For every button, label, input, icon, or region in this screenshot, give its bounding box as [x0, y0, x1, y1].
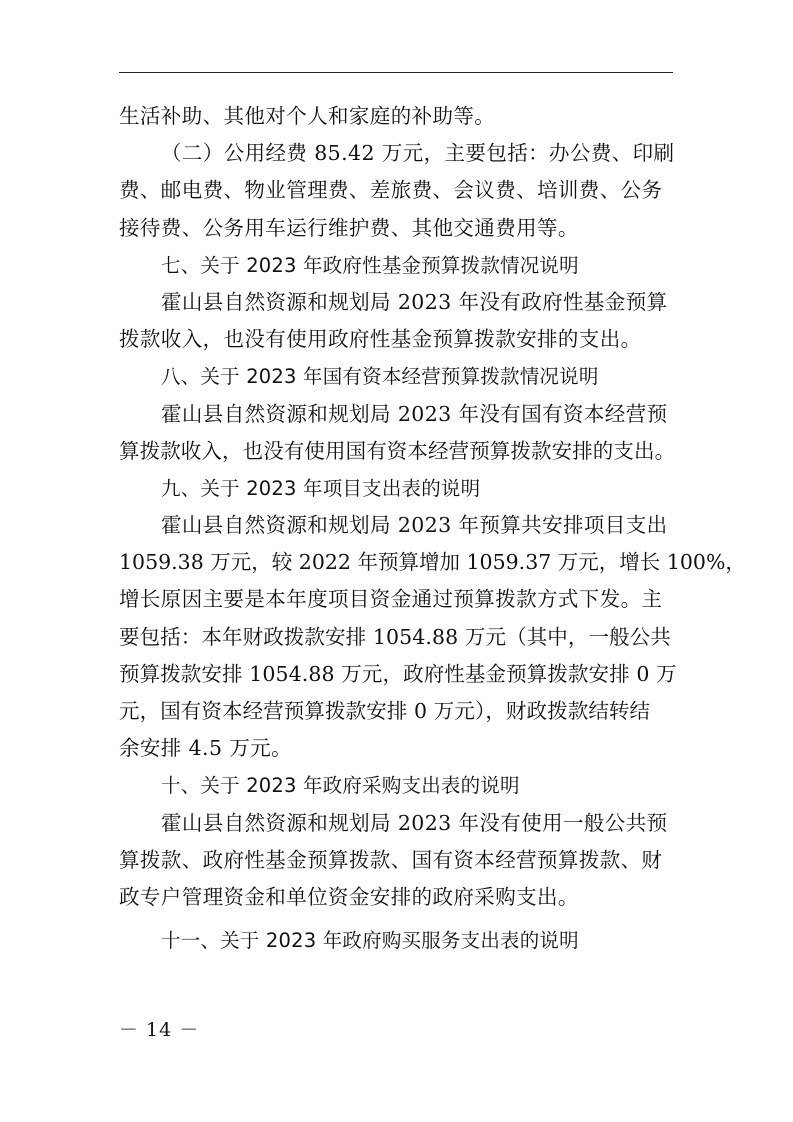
section-heading-11: 十一、关于 2023 年政府购买服务支出表的说明 [161, 929, 579, 953]
paragraph-line: 预算拨款安排 1054.88 万元，政府性基金预算拨款安排 0 万 [119, 661, 677, 686]
section-heading-8: 八、关于 2023 年国有资本经营预算拨款情况说明 [161, 365, 599, 389]
header-rule [119, 72, 673, 73]
paragraph-line: 算拨款收入，也没有使用国有资本经营预算拨款安排的支出。 [119, 438, 676, 463]
page-number: － 14 － [119, 1019, 200, 1041]
paragraph-line: 政专户管理资金和单位资金安排的政府采购支出。 [119, 884, 579, 909]
section-heading-7: 七、关于 2023 年政府性基金预算拨款情况说明 [161, 253, 579, 277]
paragraph-line: 算拨款、政府性基金预算拨款、国有资本经营预算拨款、财 [119, 847, 663, 872]
paragraph-line: 霍山县自然资源和规划局 2023 年没有政府性基金预算 [161, 289, 668, 314]
paragraph-line: 拨款收入，也没有使用政府性基金预算拨款安排的支出。 [119, 327, 642, 352]
paragraph-line: 1059.38 万元，较 2022 年预算增加 1059.37 万元，增长 100%， [119, 550, 746, 575]
paragraph-line: 霍山县自然资源和规划局 2023 年没有使用一般公共预 [161, 810, 668, 835]
paragraph-line: 元，国有资本经营预算拨款安排 0 万元），财政拨款结转结 [119, 699, 651, 723]
paragraph-line: 要包括：本年财政拨款安排 1054.88 万元（其中，一般公共 [119, 624, 671, 649]
document-body [119, 98, 746, 959]
section-heading-10: 十、关于 2023 年政府采购支出表的说明 [161, 774, 520, 798]
paragraph-line: 余安排 4.5 万元。 [119, 736, 293, 761]
paragraph-line: （二）公用经费 85.42 万元，主要包括：办公费、印刷 [161, 141, 675, 166]
section-heading-9: 九、关于 2023 年项目支出表的说明 [161, 476, 481, 500]
paragraph-line: 接待费、公务用车运行维护费、其他交通费用等。 [119, 215, 579, 240]
paragraph-line: 增长原因主要是本年度项目资金通过预算拨款方式下发。主 [119, 587, 663, 612]
paragraph-line: 霍山县自然资源和规划局 2023 年没有国有资本经营预 [161, 401, 668, 426]
paragraph-line: 生活补助、其他对个人和家庭的补助等。 [119, 104, 496, 128]
paragraph-line: 霍山县自然资源和规划局 2023 年预算共安排项目支出 [161, 513, 668, 538]
paragraph-line: 费、邮电费、物业管理费、差旅费、会议费、培训费、公务 [119, 178, 663, 203]
